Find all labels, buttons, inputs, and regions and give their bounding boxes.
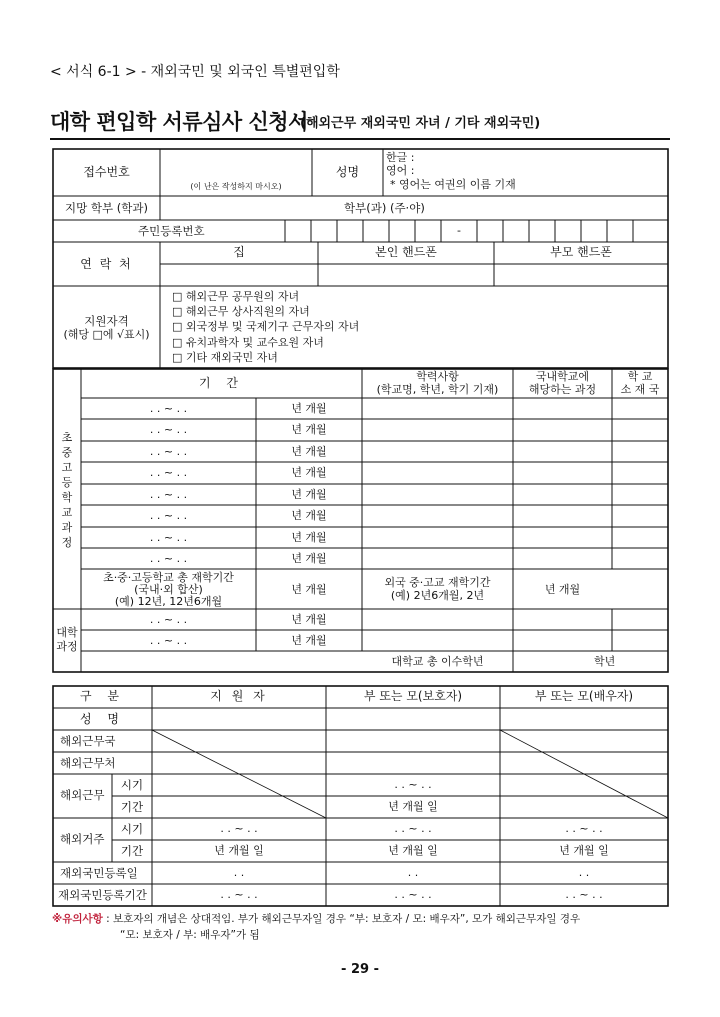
qualification-option-5[interactable]: □ 기타 재외국민 자녀: [172, 351, 278, 364]
parent-phone-field[interactable]: [495, 265, 667, 285]
school-duration-3[interactable]: 년 개월: [291, 445, 327, 458]
school-period-8[interactable]: . . ~ . .: [149, 552, 188, 565]
family-reg-period-label: 재외국민등록기간: [58, 888, 147, 902]
qualification-label: 지원자격: [84, 314, 129, 328]
qualification-option-3[interactable]: □ 외국정부 및 국제기구 근무자의 자녀: [172, 320, 360, 333]
applicant-residence-term[interactable]: 년 개월 일: [214, 844, 264, 857]
school-total-sub: (국내·외 합산): [134, 583, 203, 596]
page-title: 대학 편입학 서류심사 신청서: [50, 110, 308, 134]
form-number: < 서식 6-1 > - 재외국민 및 외국인 특별편입학: [50, 64, 340, 80]
desired-dept-label: 지망 학부 (학과): [65, 201, 148, 215]
name-label: 성명: [335, 165, 360, 179]
guardian-name-field[interactable]: [327, 709, 499, 729]
family-residence-term-label: 기간: [120, 844, 144, 858]
univ-period-1[interactable]: . . ~ . .: [149, 613, 188, 626]
applicant-residence-time[interactable]: . . ~ . .: [220, 822, 258, 835]
applicant-name-field[interactable]: [153, 709, 325, 729]
school-duration-5[interactable]: 년 개월: [291, 488, 327, 501]
domestic-header: 국내학교에: [535, 370, 590, 383]
school-total-label: 초·중·고등학교 총 재학기간: [103, 571, 234, 584]
home-phone-label: 집: [233, 245, 245, 259]
univ-duration-2[interactable]: 년 개월: [291, 634, 327, 647]
location-subheader: 소 재 국: [620, 383, 660, 396]
receipt-note: (이 난은 작성하지 마시오): [190, 182, 282, 191]
guardian-work-time[interactable]: . . ~ . .: [394, 778, 432, 791]
spouse-residence-time[interactable]: . . ~ . .: [565, 822, 603, 835]
own-phone-label: 본인 핸드폰: [375, 245, 437, 259]
school-duration-2[interactable]: 년 개월: [291, 423, 327, 436]
applicant-reg-period[interactable]: . . ~ . .: [220, 888, 258, 901]
family-work-label: 해외근무: [60, 788, 105, 802]
school-period-1[interactable]: . . ~ . .: [149, 402, 188, 415]
parent-phone-label: 부모 핸드폰: [550, 245, 612, 259]
receipt-no-field[interactable]: [161, 150, 311, 180]
history-subheader: (학교명, 학년, 학기 기재): [376, 383, 499, 396]
dept-value: 학부(과) (주·야): [344, 201, 425, 215]
period-header: 기 간: [199, 376, 244, 390]
qualification-note: (해당 □에 √표시): [63, 328, 150, 341]
family-col-spouse: 부 또는 모(배우자): [534, 689, 634, 703]
univ-total-grade[interactable]: 학년: [594, 655, 616, 668]
history-header: 학력사항: [416, 370, 459, 383]
school-duration-7[interactable]: 년 개월: [291, 531, 327, 544]
qualification-option-2[interactable]: □ 해외근무 상사직원의 자녀: [172, 305, 310, 318]
guardian-residence-term[interactable]: 년 개월 일: [388, 844, 438, 857]
family-name-label: 성 명: [80, 712, 125, 726]
school-period-5[interactable]: . . ~ . .: [149, 488, 188, 501]
family-reg-date-label: 재외국민등록일: [60, 866, 138, 880]
qualification-option-1[interactable]: □ 해외근무 공무원의 자녀: [172, 290, 300, 303]
guardian-office-field[interactable]: [327, 753, 499, 773]
family-col-applicant: 지 원 자: [210, 689, 268, 703]
family-office-label: 해외근무처: [60, 756, 116, 770]
school-duration-6[interactable]: 년 개월: [291, 509, 327, 522]
own-phone-field[interactable]: [319, 265, 493, 285]
family-work-term-label: 기간: [120, 800, 144, 814]
resident-no-label: 주민등록번호: [138, 224, 205, 238]
location-header: 학 교: [627, 370, 653, 383]
family-col-guardian: 부 또는 모(보호자): [363, 689, 463, 703]
family-work-time-label: 시기: [120, 778, 144, 792]
korean-name-field[interactable]: [430, 150, 666, 163]
domestic-subheader: 해당하는 과정: [528, 383, 597, 396]
resident-no-dash: -: [457, 224, 461, 237]
english-name-note: * 영어는 여권의 이름 기재: [390, 178, 516, 191]
family-residence-label: 해외거주: [60, 832, 105, 846]
family-country-label: 해외근무국: [60, 734, 116, 748]
school-duration-1[interactable]: 년 개월: [291, 402, 327, 415]
foreign-period-example: (예) 2년6개월, 2년: [390, 589, 485, 602]
guardian-residence-time[interactable]: . . ~ . .: [394, 822, 432, 835]
spouse-reg-period[interactable]: . . ~ . .: [565, 888, 603, 901]
guardian-reg-period[interactable]: . . ~ . .: [394, 888, 432, 901]
receipt-no-label: 접수번호: [83, 165, 130, 179]
desired-dept-field[interactable]: [161, 197, 341, 219]
caution-note: [52, 913, 580, 925]
foreign-period-duration[interactable]: 년 개월: [544, 583, 581, 596]
guardian-work-term[interactable]: 년 개월 일: [388, 800, 438, 813]
korean-name-label: 한글 :: [386, 151, 415, 164]
guardian-reg-date[interactable]: . .: [407, 866, 419, 879]
caution-line-1: : 보호자의 개념은 상대적임. 부가 해외근무자일 경우 “부: 보호자 / 모: 배우자”, 모가 해외근무자일 경우: [102, 913, 581, 925]
spouse-residence-term[interactable]: 년 개월 일: [559, 844, 609, 857]
school-period-4[interactable]: . . ~ . .: [149, 466, 188, 479]
univ-period-2[interactable]: . . ~ . .: [149, 634, 188, 647]
school-period-6[interactable]: . . ~ . .: [149, 509, 188, 522]
caution-mark: ※유의사항: [52, 913, 103, 925]
contact-label: 연 락 처: [80, 257, 133, 271]
family-residence-time-label: 시기: [120, 822, 144, 836]
family-col-category: 구 분: [80, 689, 125, 703]
home-phone-field[interactable]: [161, 265, 317, 285]
school-duration-8[interactable]: 년 개월: [291, 552, 327, 565]
school-period-3[interactable]: . . ~ . .: [149, 445, 188, 458]
univ-duration-1[interactable]: 년 개월: [291, 613, 327, 626]
applicant-reg-date[interactable]: . .: [233, 866, 245, 879]
qualification-option-4[interactable]: □ 유치과학자 및 교수요원 자녀: [172, 336, 324, 349]
foreign-period-label: 외국 중·고교 재학기간: [384, 576, 491, 589]
school-course-side-label: 초중고등학교 과정: [61, 431, 73, 549]
school-period-7[interactable]: . . ~ . .: [149, 531, 188, 544]
spouse-name-field[interactable]: [501, 709, 667, 729]
spouse-reg-date[interactable]: . .: [578, 866, 590, 879]
page-subtitle: (해외근무 재외국민 자녀 / 기타 재외국민): [300, 116, 541, 131]
school-total-duration[interactable]: 년 개월: [291, 583, 327, 596]
university-course-side-label: 대학 과정: [56, 626, 78, 653]
page-number: - 29 -: [341, 962, 379, 977]
english-name-field[interactable]: [430, 164, 666, 177]
school-duration-4[interactable]: 년 개월: [291, 466, 327, 479]
univ-total-label: 대학교 총 이수학년: [391, 655, 484, 668]
school-period-2[interactable]: . . ~ . .: [149, 423, 188, 436]
school-total-example: (예) 12년, 12년6개월: [114, 595, 223, 608]
guardian-country-field[interactable]: [327, 731, 499, 751]
english-name-label: 영어 :: [386, 164, 415, 177]
caution-line-2: “모: 보호자 / 부: 배우자”가 됨: [120, 929, 260, 941]
